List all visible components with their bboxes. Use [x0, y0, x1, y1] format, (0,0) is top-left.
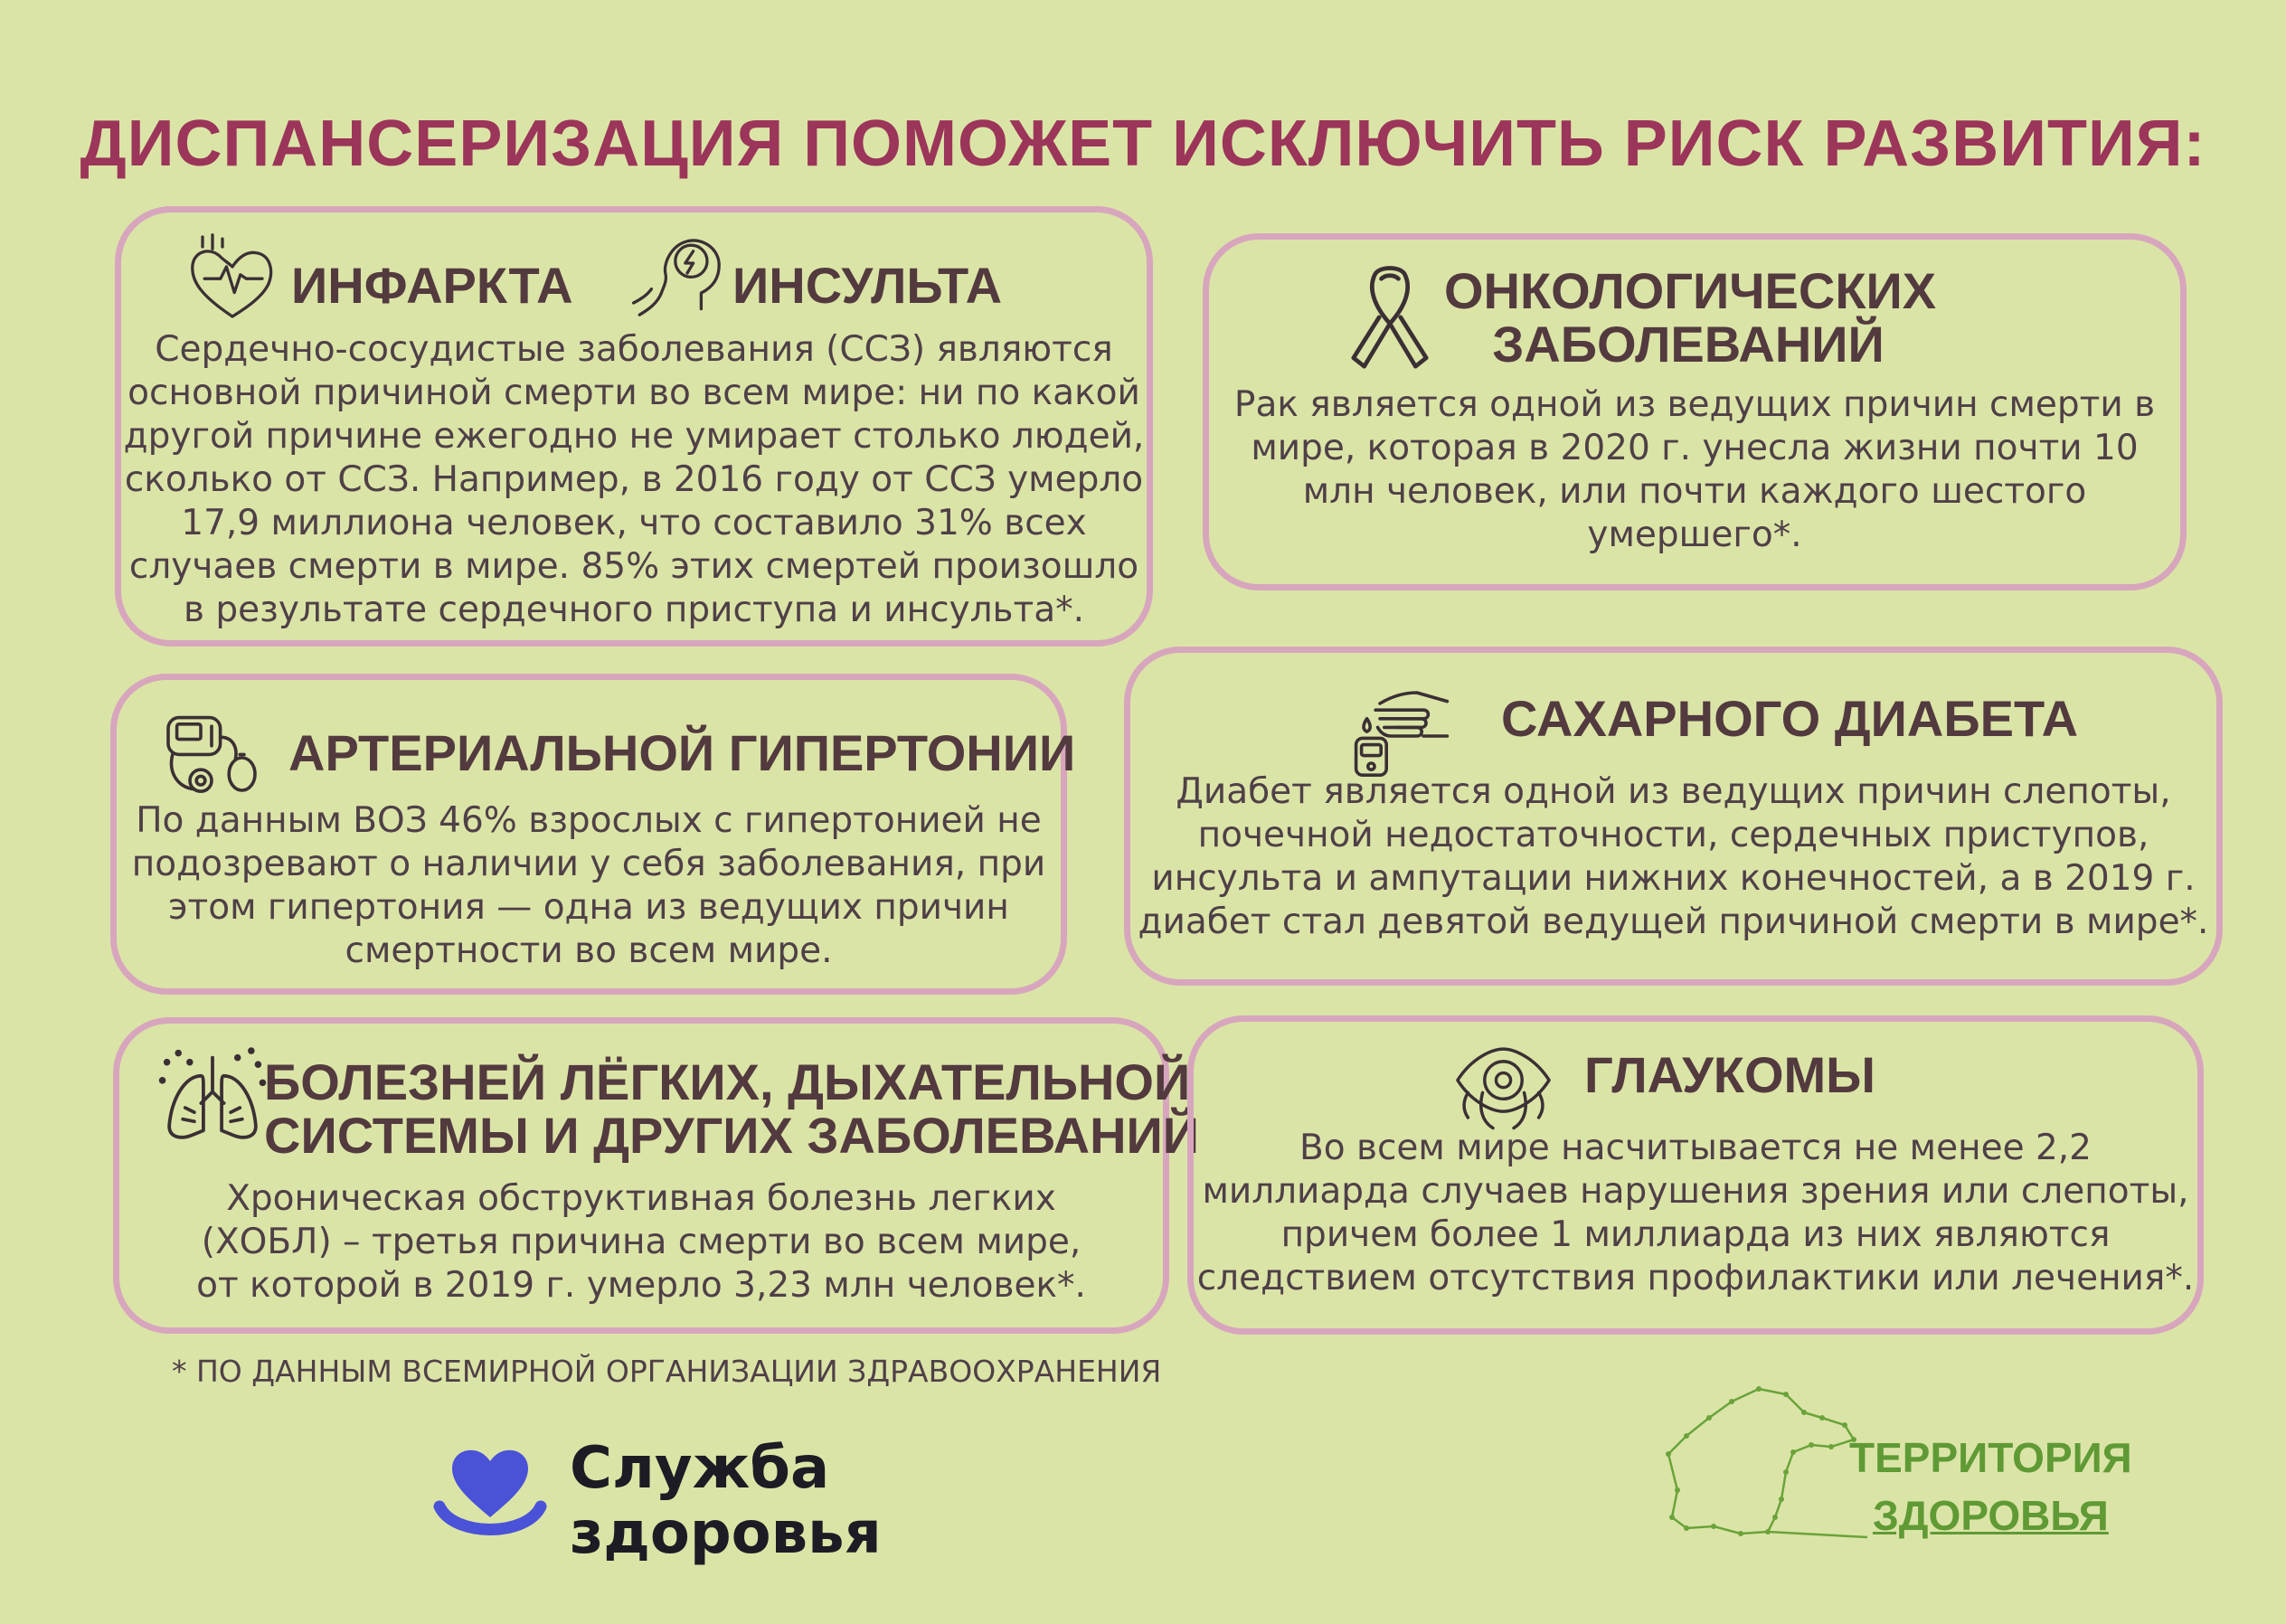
card-title-line: СИСТЕМЫ И ДРУГИХ ЗАБОЛЕВАНИЙ — [264, 1106, 1200, 1164]
body-line: Во всем мире насчитывается не менее 2,2 — [1299, 1128, 2092, 1168]
card-hypertension — [110, 674, 1076, 995]
brand-name-territoriya — [1849, 1429, 2132, 1544]
footnote: * ПО ДАННЫМ ВСЕМИРНОЙ ОРГАНИЗАЦИИ ЗДРАВООХРАНЕНИЯ — [172, 1354, 1162, 1389]
card-oncology — [1203, 233, 2187, 590]
body-line: случаев смерти в мире. 85% этих смертей произошло — [128, 546, 1139, 587]
card-glaucoma — [1187, 1015, 2204, 1335]
glucose-meter-icon — [1347, 671, 1456, 779]
body-line: миллиарда случаев нарушения зрения или слепоты, — [1202, 1171, 2189, 1212]
body-line: другой причине ежегодно не умирает столько людей, — [123, 416, 1145, 457]
card-title-line: ОНКОЛОГИЧЕСКИХ — [1444, 262, 1937, 319]
card-title-diabetes: САХАРНОГО ДИАБЕТА — [1501, 690, 2079, 747]
head-lightning-icon — [628, 223, 727, 323]
card-title-oncology — [1444, 262, 1937, 373]
card-title-glaucoma: ГЛАУКОМЫ — [1584, 1046, 1875, 1103]
card-title-stroke: ИНСУЛЬТА — [732, 257, 1003, 314]
body-line: Хроническая обструктивная болезнь легких — [226, 1178, 1056, 1219]
card-title-lungs — [264, 1053, 1200, 1164]
body-line: основной причиной смерти во всем мире: ни по какой — [128, 373, 1140, 413]
body-line: от которой в 2019 г. умерло 3,23 млн человек*. — [196, 1265, 1086, 1306]
card-body-lungs — [119, 1177, 1163, 1308]
card-title-hypertension: АРТЕРИАЛЬНОЙ ГИПЕРТОНИИ — [288, 724, 1076, 781]
body-line: подозревают о наличии у себя заболевания, при — [131, 844, 1046, 884]
body-line: причем более 1 миллиарда из них являются — [1280, 1214, 2111, 1255]
card-body-oncology — [1209, 383, 2180, 557]
body-line: следствием отсутствия профилактики или лечения*. — [1196, 1258, 2195, 1298]
card-title-infarction: ИНФАРКТА — [291, 257, 573, 314]
body-line: мире, которая в 2020 г. унесла жизни почти 10 — [1251, 428, 2139, 468]
page-title: ДИСПАНСЕРИЗАЦИЯ ПОМОЖЕТ ИСКЛЮЧИТЬ РИСК РАЗВИТИЯ: — [80, 108, 2206, 180]
card-body-glaucoma — [1194, 1127, 2197, 1300]
card-title-line: ЗАБОЛЕВАНИЙ — [1492, 315, 1885, 373]
body-line: Рак является одной из ведущих причин смерти в — [1233, 384, 2156, 425]
body-line: сколько от ССЗ. Например, в 2016 году от ССЗ умерло — [124, 459, 1144, 500]
ribbon-icon — [1345, 260, 1435, 377]
card-diabetes — [1124, 647, 2223, 986]
card-body-diabetes — [1130, 770, 2216, 944]
body-line: 17,9 миллиона человек, что составило 31% всех — [181, 503, 1087, 543]
body-line: этом гипертония — одна из ведущих причин — [168, 887, 1009, 928]
card-body-heart — [121, 328, 1147, 632]
body-line: По данным ВОЗ 46% взрослых с гипертонией не — [136, 800, 1042, 841]
card-body-hypertension — [117, 799, 1061, 973]
brand-line: Служба — [570, 1435, 830, 1502]
brand-line: ТЕРРИТОРИЯ — [1849, 1434, 2132, 1481]
body-line: умершего*. — [1587, 515, 1802, 555]
card-heart-stroke — [115, 206, 1153, 647]
heart-smile-logo-icon — [432, 1440, 548, 1552]
region-map-logo-icon — [1659, 1382, 1867, 1544]
brand-line: здоровья — [570, 1500, 882, 1567]
body-line: млн человек, или почти каждого шестого — [1302, 471, 2087, 512]
brand-name-sluzhba — [570, 1436, 882, 1566]
lungs-icon — [156, 1042, 269, 1156]
body-line: диабет стал девятой ведущей причиной смерти в мире*. — [1138, 902, 2209, 942]
body-line: Сердечно-сосудистые заболевания (ССЗ) являются — [155, 329, 1113, 370]
card-title-line: БОЛЕЗНЕЙ ЛЁГКИХ, ДЫХАТЕЛЬНОЙ — [264, 1053, 1191, 1110]
body-line: в результате сердечного приступа и инсульта*. — [183, 590, 1085, 630]
heart-pulse-icon — [183, 227, 282, 326]
body-line: (ХОБЛ) – третья причина смерти во всем мире, — [201, 1222, 1082, 1262]
blood-pressure-monitor-icon — [157, 698, 266, 807]
eye-icon — [1451, 1034, 1555, 1138]
brand-line: ЗДОРОВЬЯ — [1872, 1492, 2109, 1539]
body-line: Диабет является одной из ведущих причин слепоты, — [1176, 771, 2171, 812]
body-line: инсульта и ампутации нижних конечностей, а в 2019 г. — [1151, 858, 2196, 899]
card-lungs — [113, 1017, 1200, 1334]
body-line: смертности во всем мире. — [345, 930, 833, 971]
body-line: почечной недостаточности, сердечных приступов, — [1197, 815, 2149, 855]
